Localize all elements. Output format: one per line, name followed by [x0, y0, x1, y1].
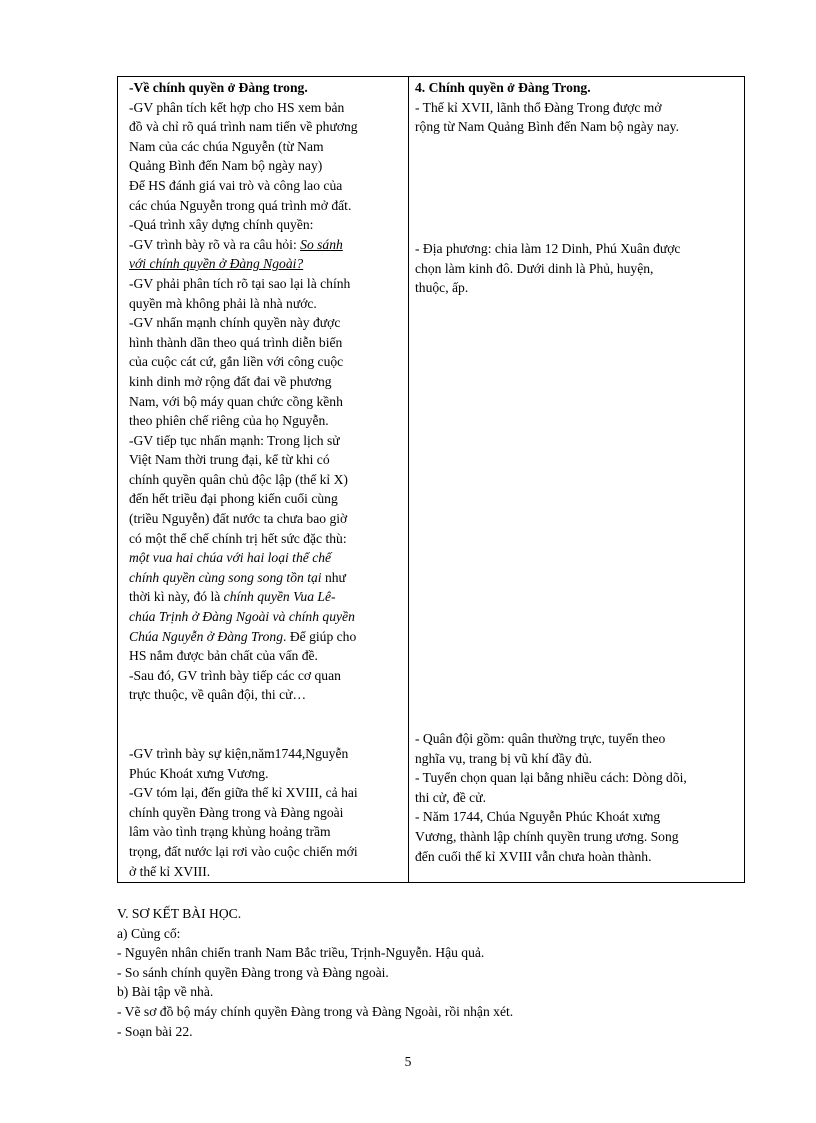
left-text-line: đến hết triều đại phong kiến cuối cùng [129, 491, 338, 507]
left-text-line: (triều Nguyễn) đất nước ta chưa bao giờ [129, 511, 348, 527]
left-section-title: -Về chính quyền ở Đàng trong. [129, 80, 308, 95]
right-text-line: thuộc, ấp. [415, 280, 469, 296]
left-text-line: kinh dinh mở rộng đất đai về phương [129, 373, 332, 389]
left-text-line: -GV tóm lại, đến giữa thế kỉ XVIII, cả hai [129, 785, 358, 801]
left-text-line: -Sau đó, GV trình bày tiếp các cơ quan [129, 667, 341, 683]
summary-line: - Soạn bài 22. [117, 1023, 193, 1039]
left-text-line: chính quyền Đàng trong và Đàng ngoài [129, 804, 344, 820]
plain-text: như [321, 569, 346, 585]
lesson-summary [117, 904, 757, 1041]
left-text-line: trọng, đất nước lại rơi vào cuộc chiến mới [129, 843, 358, 859]
left-text-line: Để HS đánh giá vai trò và công lao của [129, 177, 343, 193]
content-column [409, 77, 744, 882]
italic-emphasis: chính quyền Vua Lê- [223, 589, 336, 605]
right-text-line: - Tuyển chọn quan lại bằng nhiều cách: Dòng dõi, [415, 770, 687, 786]
teacher-activity-column [118, 77, 409, 882]
plain-text: thời kì này, đó là [129, 589, 224, 605]
summary-line: - Vẽ sơ đồ bộ máy chính quyền Đàng trong và Đàng Ngoài, rồi nhận xét. [117, 1003, 514, 1019]
mixed-line [129, 568, 398, 588]
italic-emphasis: chúa Trịnh ở Đàng Ngoài và chính quyền [129, 609, 355, 625]
left-text-line: của cuộc cát cứ, gắn liền với công cuộc [129, 354, 344, 370]
question-line [129, 235, 398, 255]
right-text-line: chọn làm kinh đô. Dưới dinh là Phủ, huyện, [415, 260, 654, 276]
right-text-line: thi cử, đề cử. [415, 789, 486, 805]
italic-emphasis: một vua hai chúa với hai loại thể chế [129, 550, 332, 566]
question-prefix: -GV trình bày rõ và ra câu hỏi: [129, 236, 301, 252]
left-text-line: -GV tiếp tục nhấn mạnh: Trong lịch sử [129, 432, 340, 448]
left-text-line: theo phiên chế riêng của họ Nguyễn. [129, 413, 329, 429]
left-text-line: -GV phân tích kết hợp cho HS xem bản [129, 99, 345, 115]
summary-line: b) Bài tập về nhà. [117, 984, 214, 1000]
summary-line: - So sánh chính quyền Đàng trong và Đàng ngoài. [117, 964, 389, 980]
left-text-line: có một thể chế chính trị hết sức đặc thù: [129, 530, 347, 546]
left-text-line: trực thuộc, về quân đội, thi cử… [129, 687, 307, 703]
mixed-line [129, 587, 398, 607]
question-text-cont: với chính quyền ở Đàng Ngoài? [129, 256, 304, 272]
right-text-line: - Địa phương: chia làm 12 Dinh, Phú Xuân được [415, 241, 681, 256]
left-text-line: Phúc Khoát xưng Vương. [129, 765, 269, 781]
right-section-title: 4. Chính quyền ở Đàng Trong. [415, 80, 591, 95]
summary-line: - Nguyên nhân chiến tranh Nam Bắc triều, Trịnh-Nguyễn. Hậu quả. [117, 945, 485, 961]
left-text-line: quyền mà không phải là nhà nước. [129, 295, 317, 311]
right-text-line: Vương, thành lập chính quyền trung ương. Song [415, 828, 679, 844]
left-lower-block [118, 744, 408, 881]
plain-text: . Để giúp cho [283, 628, 357, 644]
page-number: 5 [404, 1054, 412, 1069]
right-text-line: rộng từ Nam Quảng Bình đến Nam bộ ngày nay. [415, 119, 679, 135]
right-text-line: đến cuối thế kỉ XVIII vẫn chưa hoàn thành. [415, 848, 652, 864]
left-text-line: -GV nhấn mạnh chính quyền này được [129, 315, 341, 331]
left-text-line: lâm vào tình trạng khủng hoảng trầm [129, 824, 331, 840]
left-text-line: Nam của các chúa Nguyễn (từ Nam [129, 138, 324, 154]
left-text-line: đồ và chỉ rõ quá trình nam tiến về phương [129, 119, 358, 135]
left-text-line: hình thành dần theo quá trình diễn biến [129, 334, 343, 350]
left-text-line: chính quyền quân chủ độc lập (thế kỉ X) [129, 471, 348, 487]
left-text-line: ở thế kỉ XVIII. [129, 863, 211, 879]
left-text-line: -GV trình bày sự kiện,năm1744,Nguyễn [129, 746, 349, 761]
right-text-line: - Quân đội gồm: quân thường trực, tuyển theo [415, 731, 666, 746]
italic-emphasis: Chúa Nguyễn ở Đàng Trong [129, 628, 284, 644]
right-text-line: nghĩa vụ, trang bị vũ khí đầy đủ. [415, 750, 593, 766]
left-text-line: Nam, với bộ máy quan chức cồng kềnh [129, 393, 343, 409]
right-local-govt-block [409, 239, 744, 298]
left-text-line: -GV phải phân tích rõ tại sao lại là chính [129, 275, 351, 291]
left-text-line: HS nắm được bản chất của vấn đề. [129, 648, 318, 664]
question-text: So sánh [300, 236, 343, 252]
left-text-line: -Quá trình xây dựng chính quyền: [129, 217, 314, 233]
summary-heading: V. SƠ KẾT BÀI HỌC. [117, 906, 242, 921]
italic-emphasis: chính quyền cùng song song tồn tại [129, 569, 322, 585]
right-text-line: - Thế kỉ XVII, lãnh thổ Đàng Trong được mở [415, 99, 662, 115]
left-text-line: các chúa Nguyễn trong quá trình mở đất. [129, 197, 352, 213]
right-text-line: - Năm 1744, Chúa Nguyễn Phúc Khoát xưng [415, 809, 661, 825]
mixed-line [129, 627, 398, 647]
right-army-block [409, 729, 744, 866]
left-text-line: Quảng Bình đến Nam bộ ngày nay) [129, 158, 323, 174]
lesson-table [117, 76, 745, 883]
summary-line: a) Củng cố: [117, 925, 181, 941]
left-text-line: Việt Nam thời trung đại, kể từ khi có [129, 452, 330, 468]
